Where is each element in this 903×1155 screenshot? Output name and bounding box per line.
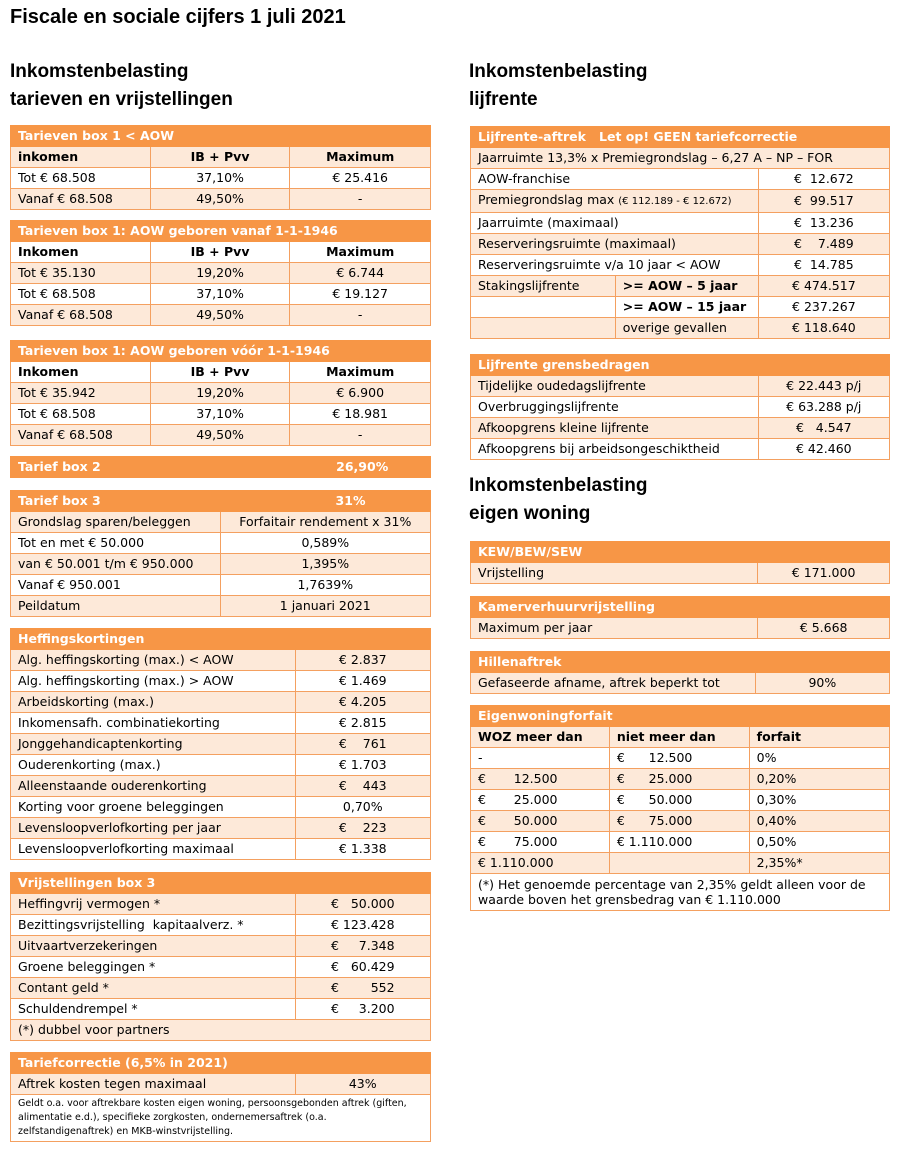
- cell: 0,50%: [749, 832, 889, 853]
- col-header: niet meer dan: [609, 727, 749, 748]
- heading-line: tarieven en vrijstellingen: [10, 89, 233, 110]
- box3-value: 31%: [220, 491, 430, 512]
- cell: Vanaf € 68.508: [11, 305, 151, 326]
- cell: Tot € 68.508: [11, 404, 151, 425]
- section-heading-lijfrente: [469, 58, 647, 114]
- cell: 0%: [749, 748, 889, 769]
- table-heffingskortingen: [10, 628, 431, 860]
- cell: € 42.460: [758, 439, 889, 460]
- col-header: WOZ meer dan: [471, 727, 610, 748]
- cell: 1,395%: [220, 554, 430, 575]
- cell: € 22.443 p/j: [758, 376, 889, 397]
- footnote: (*) dubbel voor partners: [11, 1020, 431, 1041]
- cell: Bezittingsvrijstelling kapitaalverz. *: [11, 915, 296, 936]
- table-kew: [470, 541, 890, 584]
- table-header: Hillenaftrek: [471, 652, 890, 673]
- cell: € 5.668: [758, 618, 890, 639]
- table-header: KEW/BEW/SEW: [471, 542, 890, 563]
- table-box1-na-1946: [10, 220, 431, 326]
- cell: Levensloopverlofkorting maximaal: [11, 839, 296, 860]
- cell: -: [290, 305, 431, 326]
- section-heading-woning: [469, 472, 647, 528]
- cell: 0,30%: [749, 790, 889, 811]
- cell: € 1.338: [295, 839, 430, 860]
- cell: € 1.703: [295, 755, 430, 776]
- table-box2: [10, 456, 431, 478]
- cell: Peildatum: [11, 596, 221, 617]
- cell: -: [290, 425, 431, 446]
- cell: € 18.981: [290, 404, 431, 425]
- cell: Alg. heffingskorting (max.) < AOW: [11, 650, 296, 671]
- cell: Gefaseerde afname, aftrek beperkt tot: [471, 673, 756, 694]
- table-header: Eigenwoningforfait: [471, 706, 890, 727]
- cell: 0,589%: [220, 533, 430, 554]
- cell: Heffingvrij vermogen *: [11, 894, 296, 915]
- table-header: Vrijstellingen box 3: [11, 873, 431, 894]
- col-header: Maximum: [290, 147, 431, 168]
- cell: Inkomensafh. combinatiekorting: [11, 713, 296, 734]
- table-header: Lijfrente grensbedragen: [471, 355, 890, 376]
- cell: 43%: [295, 1074, 430, 1095]
- table-hillenaftrek: [470, 651, 890, 694]
- cell: [471, 297, 616, 318]
- cell: overige gevallen: [615, 318, 758, 339]
- col-header: inkomen: [11, 147, 151, 168]
- heading-line: Inkomstenbelasting: [10, 61, 189, 82]
- cell: Tot € 68.508: [11, 284, 151, 305]
- cell: Jonggehandicaptenkorting: [11, 734, 296, 755]
- cell: Maximum per jaar: [471, 618, 758, 639]
- cell: € 1.469: [295, 671, 430, 692]
- col-header: Inkomen: [11, 242, 151, 263]
- cell: Aftrek kosten tegen maximaal: [11, 1074, 296, 1095]
- cell: Levensloopverlofkorting per jaar: [11, 818, 296, 839]
- cell: € 171.000: [758, 563, 890, 584]
- table-box1-aow: [10, 125, 431, 210]
- cell: >= AOW – 15 jaar: [615, 297, 758, 318]
- cell: Tot € 35.942: [11, 383, 151, 404]
- table-tariefcorrectie: [10, 1052, 431, 1142]
- col-header: forfait: [749, 727, 889, 748]
- cell: € 6.744: [290, 263, 431, 284]
- table-lijfrente-aftrek: [470, 126, 890, 339]
- col-header: Inkomen: [11, 362, 151, 383]
- cell: € 13.236: [758, 213, 889, 234]
- cell: 19,20%: [150, 383, 290, 404]
- table-header: Kamerverhuurvrijstelling: [471, 597, 890, 618]
- cell: Vanaf € 68.508: [11, 189, 151, 210]
- cell: AOW-franchise: [471, 169, 759, 190]
- cell: Reserveringsruimte v/a 10 jaar < AOW: [471, 255, 759, 276]
- cell: 90%: [755, 673, 889, 694]
- cell: Ouderenkorting (max.): [11, 755, 296, 776]
- cell: € 237.267: [758, 297, 889, 318]
- cell: € 12.500: [609, 748, 749, 769]
- cell: Contant geld *: [11, 978, 296, 999]
- cell: Korting voor groene beleggingen: [11, 797, 296, 818]
- cell: [471, 318, 616, 339]
- heading-line: eigen woning: [469, 503, 591, 524]
- cell: -: [471, 748, 610, 769]
- table-box1-voor-1946: [10, 340, 431, 446]
- heading-line: lijfrente: [469, 89, 538, 110]
- cell: 37,10%: [150, 168, 290, 189]
- col-header: IB + Pvv: [150, 242, 290, 263]
- cell: Schuldendrempel *: [11, 999, 296, 1020]
- cell: van € 50.001 t/m € 950.000: [11, 554, 221, 575]
- cell: 37,10%: [150, 284, 290, 305]
- table-header: Tarieven box 1: AOW geboren vanaf 1-1-1946: [11, 221, 431, 242]
- cell: € 50.000: [471, 811, 610, 832]
- heading-line: Inkomstenbelasting: [469, 61, 648, 82]
- cell: Tot € 35.130: [11, 263, 151, 284]
- cell: 1 januari 2021: [220, 596, 430, 617]
- cell: € 14.785: [758, 255, 889, 276]
- table-header: Tarieven box 1: AOW geboren vóór 1-1-1946: [11, 341, 431, 362]
- cell: Tot en met € 50.000: [11, 533, 221, 554]
- cell: 0,70%: [295, 797, 430, 818]
- cell: € 63.288 p/j: [758, 397, 889, 418]
- cell: 1,7639%: [220, 575, 430, 596]
- cell: 49,50%: [150, 425, 290, 446]
- cell: Reserveringsruimte (maximaal): [471, 234, 759, 255]
- cell: € 1.110.000: [609, 832, 749, 853]
- table-header: Lijfrente-aftrek Let op! GEEN tariefcorrectie: [471, 127, 890, 148]
- table-header: Tarief box 3: [11, 491, 221, 512]
- cell: Groene beleggingen *: [11, 957, 296, 978]
- cell: € 1.110.000: [471, 853, 610, 874]
- table-header: Tariefcorrectie (6,5% in 2021): [11, 1053, 431, 1074]
- cell: Forfaitair rendement x 31%: [220, 512, 430, 533]
- cell: € 25.416: [290, 168, 431, 189]
- cell: € 474.517: [758, 276, 889, 297]
- cell: € 75.000: [471, 832, 610, 853]
- col-header: IB + Pvv: [150, 147, 290, 168]
- table-header: Heffingskortingen: [11, 629, 431, 650]
- cell: Tot € 68.508: [11, 168, 151, 189]
- cell: Afkoopgrens kleine lijfrente: [471, 418, 759, 439]
- cell: € 6.900: [290, 383, 431, 404]
- section-heading-tarieven: [10, 58, 233, 114]
- cell: Stakingslijfrente: [471, 276, 616, 297]
- cell: € 3.200: [295, 999, 430, 1020]
- cell: 37,10%: [150, 404, 290, 425]
- cell: Vanaf € 68.508: [11, 425, 151, 446]
- cell: € 75.000: [609, 811, 749, 832]
- formula: Jaarruimte 13,3% x Premiegrondslag – 6,27 A – NP – FOR: [471, 148, 890, 169]
- box2-value: 26,90%: [290, 457, 431, 478]
- cell: Jaarruimte (maximaal): [471, 213, 759, 234]
- cell: € 2.837: [295, 650, 430, 671]
- cell: € 2.815: [295, 713, 430, 734]
- cell: € 7.348: [295, 936, 430, 957]
- cell: 49,50%: [150, 189, 290, 210]
- cell: Uitvaartverzekeringen: [11, 936, 296, 957]
- cell: [609, 853, 749, 874]
- cell: € 552: [295, 978, 430, 999]
- cell: € 7.489: [758, 234, 889, 255]
- table-eigenwoningforfait: [470, 705, 890, 911]
- table-header: Tarieven box 1 < AOW: [11, 126, 431, 147]
- cell: € 25.000: [609, 769, 749, 790]
- table-box3: [10, 490, 431, 617]
- cell: 49,50%: [150, 305, 290, 326]
- cell: € 50.000: [295, 894, 430, 915]
- col-header: IB + Pvv: [150, 362, 290, 383]
- cell: Alg. heffingskorting (max.) > AOW: [11, 671, 296, 692]
- table-lijfrente-grensbedragen: [470, 354, 890, 460]
- cell: Vanaf € 950.001: [11, 575, 221, 596]
- cell: Afkoopgrens bij arbeidsongeschiktheid: [471, 439, 759, 460]
- page-title: Fiscale en sociale cijfers 1 juli 2021: [10, 6, 346, 28]
- cell: € 123.428: [295, 915, 430, 936]
- cell: Alleenstaande ouderenkorting: [11, 776, 296, 797]
- cell: 0,20%: [749, 769, 889, 790]
- cell: € 12.500: [471, 769, 610, 790]
- table-vrijstellingen: [10, 872, 431, 1041]
- col-header: Maximum: [290, 242, 431, 263]
- cell: € 25.000: [471, 790, 610, 811]
- cell: € 118.640: [758, 318, 889, 339]
- footnote: (*) Het genoemde percentage van 2,35% geldt alleen voor de waarde boven het grensbedrag van € 1.110.000: [471, 874, 890, 911]
- cell: € 99.517: [758, 190, 889, 213]
- cell: -: [290, 189, 431, 210]
- cell: 19,20%: [150, 263, 290, 284]
- table-kamerverhuur: [470, 596, 890, 639]
- cell: € 4.205: [295, 692, 430, 713]
- cell: € 50.000: [609, 790, 749, 811]
- cell: Overbruggingslijfrente: [471, 397, 759, 418]
- cell: Vrijstelling: [471, 563, 758, 584]
- heading-line: Inkomstenbelasting: [469, 475, 648, 496]
- footnote: Geldt o.a. voor aftrekbare kosten eigen woning, persoonsgebonden aftrek (giften, alimentatie e.d.), specifieke zorgkosten, ondernemersaftrek (o.a. zelfstandigenaftrek) en MKB-winstvrijstelling.: [11, 1095, 431, 1142]
- cell: Grondslag sparen/beleggen: [11, 512, 221, 533]
- cell: Tijdelijke oudedagslijfrente: [471, 376, 759, 397]
- table-header: Tarief box 2: [11, 457, 290, 478]
- cell: € 761: [295, 734, 430, 755]
- cell: >= AOW – 5 jaar: [615, 276, 758, 297]
- cell: € 4.547: [758, 418, 889, 439]
- cell: € 12.672: [758, 169, 889, 190]
- cell: € 223: [295, 818, 430, 839]
- cell: € 19.127: [290, 284, 431, 305]
- cell: Premiegrondslag max (€ 112.189 - € 12.672): [471, 190, 759, 213]
- cell: € 60.429: [295, 957, 430, 978]
- cell: Arbeidskorting (max.): [11, 692, 296, 713]
- cell: 2,35%*: [749, 853, 889, 874]
- col-header: Maximum: [290, 362, 431, 383]
- cell: 0,40%: [749, 811, 889, 832]
- cell: € 443: [295, 776, 430, 797]
